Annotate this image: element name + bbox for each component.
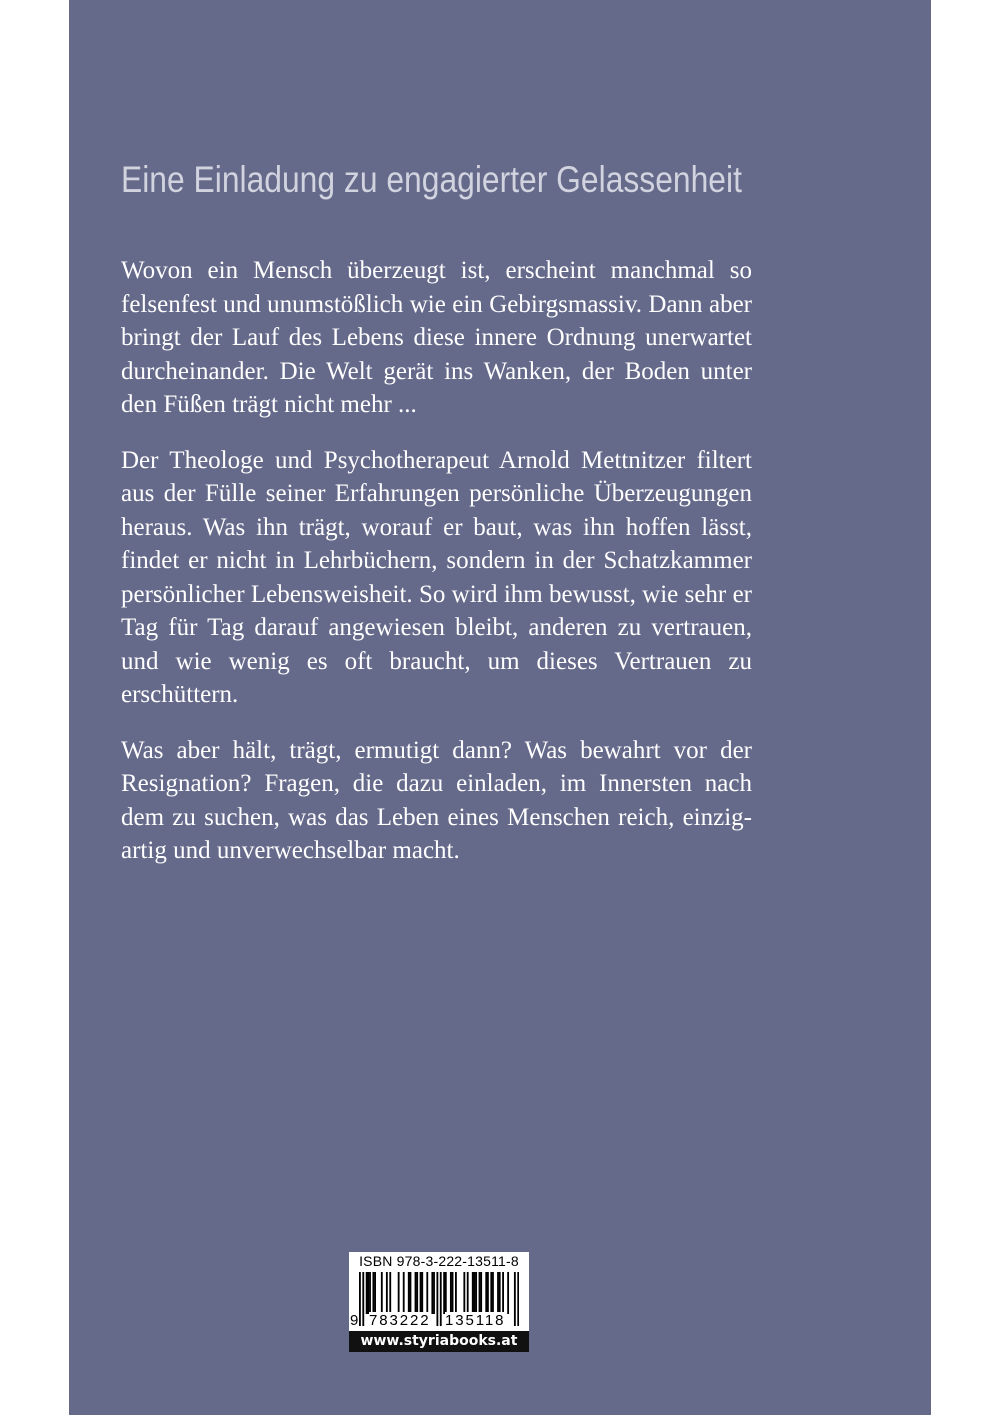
barcode-bar — [490, 1272, 492, 1314]
blurb-paragraph-2: Der Theologe und Psychotherapeut Arnold Mettnitzer filtert aus der Fülle seiner Erfahrungen persönliche Überzeugungen heraus. Was ihn trägt, worauf er baut, was ihn hoffen lässt, findet er nicht in Lehrbüchern, sondern in der Schatzkammer persönlicher Lebensweisheit. So wird ihm bewusst, wie sehr er Tag für Tag darauf angewiesen bleibt, anderen zu vertrauen, und wie wenig es oft braucht, um dieses Vertrauen zu erschüttern. — [121, 446, 752, 708]
barcode-bar — [367, 1272, 369, 1314]
barcode-bar — [381, 1272, 383, 1314]
barcode-bar — [403, 1272, 405, 1314]
barcode-bar — [431, 1272, 433, 1314]
barcode-bar — [480, 1272, 482, 1314]
barcode-bar — [408, 1272, 410, 1314]
barcode-bar — [492, 1272, 494, 1314]
barcode-bar — [455, 1272, 457, 1314]
cover-headline: Eine Einladung zu engagierter Gelassenheit — [121, 159, 742, 200]
barcode-digit-first: 9 — [350, 1312, 359, 1329]
barcode-bar — [420, 1272, 422, 1314]
barcode-digits-right: 135118 — [445, 1312, 506, 1329]
barcode-bar — [415, 1272, 417, 1314]
barcode-bar — [502, 1272, 504, 1314]
barcode-bar — [467, 1272, 469, 1314]
barcode-bar — [474, 1272, 476, 1314]
barcode-bar — [386, 1272, 388, 1314]
barcode-bar — [372, 1272, 374, 1314]
barcode-bar — [398, 1272, 400, 1314]
barcode-digits — [349, 1312, 529, 1330]
blurb-text — [121, 254, 752, 890]
barcode-bar — [426, 1272, 428, 1314]
publisher-url: www.styriabooks.at — [349, 1331, 529, 1352]
barcode-bar — [443, 1272, 445, 1314]
barcode-bar — [479, 1272, 481, 1314]
barcode-bar — [499, 1272, 501, 1314]
barcode-bar — [452, 1272, 454, 1314]
barcode-bar — [366, 1272, 368, 1314]
barcode-bar — [410, 1272, 412, 1314]
barcode-bar — [389, 1272, 391, 1314]
barcode-bar — [450, 1272, 452, 1314]
barcode-bar — [421, 1272, 423, 1314]
isbn-label: ISBN 978-3-222-13511-8 — [359, 1253, 519, 1269]
isbn-barcode-block — [349, 1252, 529, 1352]
barcode-bar — [485, 1272, 487, 1314]
barcode-bar — [433, 1272, 435, 1314]
barcode-bar — [487, 1272, 489, 1314]
barcode-bar — [416, 1272, 418, 1314]
barcode-bar — [369, 1272, 371, 1314]
barcode-bar — [507, 1272, 509, 1314]
blurb-paragraph-1: Wovon ein Mensch überzeugt ist, erscheint manchmal so felsenfest und unumstößlich wie ein Gebirgsmassiv. Dann aber bringt der Lauf des Lebens diese innere Ordnung unerwartet durcheinander. Die Welt gerät ins Wanken, der Boden unter den Füßen trägt nicht mehr ... — [121, 257, 752, 418]
blurb-paragraph-3: Was aber hält, trägt, ermutigt dann? Was bewahrt vor der Resignation? Fragen, die dazu einladen, im Innersten nach dem zu suchen, was das Leben eines Menschen reich, einzigartig und unverwechselbar macht. — [121, 736, 752, 864]
barcode-bar — [374, 1272, 376, 1314]
barcode-bar — [472, 1272, 474, 1314]
barcode-bar — [445, 1272, 447, 1314]
barcode-bar — [497, 1272, 499, 1314]
barcode-digits-left: 783222 — [369, 1312, 431, 1329]
barcode-bar — [475, 1272, 477, 1314]
barcode-bar — [463, 1272, 465, 1314]
